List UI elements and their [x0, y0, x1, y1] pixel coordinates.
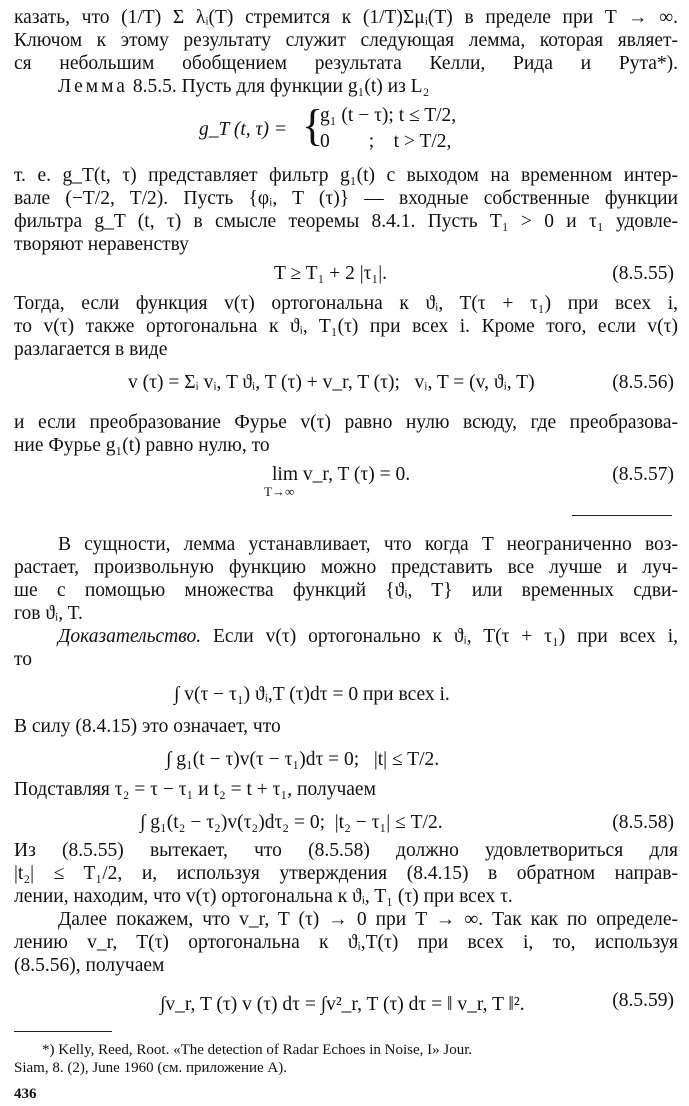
paragraph-from — [14, 839, 678, 908]
equation-body: ∫ v(τ − τ₁) ϑᵢ,T (τ)dτ = 0 при всех i. — [174, 684, 450, 705]
text-line: Ключом к этому результату служит следующая лемма, которая являет- — [14, 30, 678, 51]
paragraph-essence — [14, 533, 678, 625]
footnote — [14, 1041, 678, 1077]
text-line: казать, что (1/T) Σ λᵢ(T) стремится к (1/T)Σμᵢ(T) в пределе при T → ∞. — [14, 7, 678, 28]
text-line: |t₂| ≤ T₁/2, и, используя утверждения (8.4.15) в обратном направ- — [14, 863, 678, 884]
equation-number: (8.5.56) — [612, 372, 674, 393]
piecewise-row-1: g₁ (t − τ); t ≤ T/2, — [320, 105, 457, 126]
footnote-line: Siam, 8. (2), June 1960 (см. приложение А). — [14, 1060, 287, 1076]
equation-8-5-59 — [14, 991, 678, 1017]
equation-body: T ≥ T₁ + 2 |τ₁|. — [274, 263, 388, 284]
page-number: 436 — [14, 1086, 37, 1102]
text-line: Далее покажем, что v_r, T (τ) → 0 при T → ∞. Так как по определе- — [58, 909, 678, 930]
text-line: вале (−T/2, T/2). Пусть {φᵢ, T (τ)} — входные собственные функции — [14, 188, 678, 209]
equation-filter-integral — [14, 746, 678, 772]
limit-subscript: T→∞ — [264, 484, 295, 499]
piecewise-row-2: 0 ; t > T/2, — [320, 131, 452, 152]
piecewise-formula — [14, 102, 678, 156]
footnote-line: *) Kelly, Reed, Root. «The detection of Radar Echoes in Noise, I» Jour. — [42, 1042, 473, 1058]
equation-body: lim v_r, T (τ) = 0. — [272, 464, 411, 485]
text-line: ся небольшим обобщением результата Келли, Рида и Рута*). — [14, 53, 678, 74]
equation-body: ∫ g₁(t₂ − τ₂)v(τ₂)dτ₂ = 0; |t₂ − τ₁| ≤ T/2. — [140, 812, 443, 833]
document-page — [14, 6, 678, 1106]
lemma-statement: 8.5.5. Пусть для функции g₁(t) из L₂ — [132, 76, 430, 97]
paragraph-proof — [14, 625, 678, 671]
text-line: разлагается в виде — [14, 339, 168, 360]
paragraph-intro — [14, 6, 678, 75]
equation-number: (8.5.55) — [612, 263, 674, 284]
paragraph-substitute — [14, 778, 678, 801]
text-line: то — [14, 649, 33, 670]
text-line: т. е. g_T(t, τ) представляет фильтр g₁(t) с выходом на временном интер- — [14, 165, 678, 186]
proof-text: Если v(τ) ортогонально к ϑᵢ, T(τ + τ₁) при всех i, — [201, 626, 678, 647]
proof-label: Доказательство. — [58, 626, 202, 647]
equation-number: (8.5.57) — [612, 464, 674, 485]
text-line — [14, 625, 678, 648]
paragraph-fourier — [14, 411, 678, 457]
paragraph-then — [14, 292, 678, 361]
equation-body: ∫ g₁(t − τ)v(τ − τ₁)dτ = 0; |t| ≤ T/2. — [166, 749, 440, 770]
text-line: фильтра g_T (t, τ) в смысле теоремы 8.4.1. Пусть T₁ > 0 и τ₁ удовле- — [14, 211, 678, 232]
paragraph-next — [14, 908, 678, 977]
equation-8-5-55 — [14, 260, 678, 286]
text-line: творяют неравенству — [14, 234, 189, 255]
text-line: и если преобразование Фурье v(τ) равно нулю всюду, где преобразова- — [14, 412, 678, 433]
lemma-title: Лемма — [58, 76, 128, 97]
equation-orthogonal — [14, 681, 678, 707]
text-line: Тогда, если функция v(τ) ортогональна к ϑᵢ, T(τ + τ₁) при всех i, — [14, 293, 678, 314]
text-line: ние Фурье g₁(t) равно нулю, то — [14, 435, 270, 456]
equation-8-5-56 — [14, 365, 678, 409]
text-line: растает, произвольную функцию можно представить все лучше и луч- — [14, 557, 678, 578]
piecewise-lhs: g_T (t, τ) = — [199, 119, 288, 140]
text-line: Из (8.5.55) вытекает, что (8.5.58) должно удовлетвориться для — [14, 840, 678, 861]
equation-8-5-58 — [14, 809, 678, 835]
lemma-heading — [14, 75, 678, 98]
brace-icon: { — [302, 101, 324, 150]
equation-body: v (τ) = Σᵢ vᵢ, T ϑᵢ, T (τ) + v_r, T (τ); vᵢ, T = (v, ϑᵢ, T) — [128, 372, 535, 393]
text-line: лению v_r, T(τ) ортогональна к ϑᵢ,T(τ) при всех i, то, используя — [14, 932, 678, 953]
text-line: то v(τ) также ортогональна к ϑᵢ, T₁(τ) при всех i. Кроме того, если v(τ) — [14, 316, 678, 337]
text-line: гов ϑᵢ, T. — [14, 603, 83, 624]
text-line: Подставляя τ₂ = τ − τ₁ и t₂ = t + τ₁, получаем — [14, 779, 376, 800]
paragraph-by-virtue — [14, 715, 678, 738]
equation-number: (8.5.58) — [612, 812, 674, 833]
paragraph-filter — [14, 164, 678, 256]
text-line: В сущности, лемма устанавливает, что когда T неограниченно воз- — [58, 534, 678, 555]
text-line: лении, находим, что v(τ) ортогональна к ϑᵢ, T₁ (τ) при всех τ. — [14, 886, 513, 907]
text-line: ше с помощью множества функций {ϑᵢ, T} или временных сдви- — [14, 580, 678, 601]
equation-body: ∫v_r, T (τ) v (τ) dτ = ∫v²_r, T (τ) dτ = ‖ v_r, T ‖². — [160, 994, 525, 1015]
text-line: В силу (8.4.15) это означает, что — [14, 716, 281, 737]
end-of-statement-rule — [14, 505, 678, 529]
equation-number: (8.5.59) — [612, 990, 674, 1011]
text-line: (8.5.56), получаем — [14, 955, 165, 976]
equation-8-5-57 — [14, 459, 678, 505]
footnote-separator — [14, 1017, 678, 1037]
